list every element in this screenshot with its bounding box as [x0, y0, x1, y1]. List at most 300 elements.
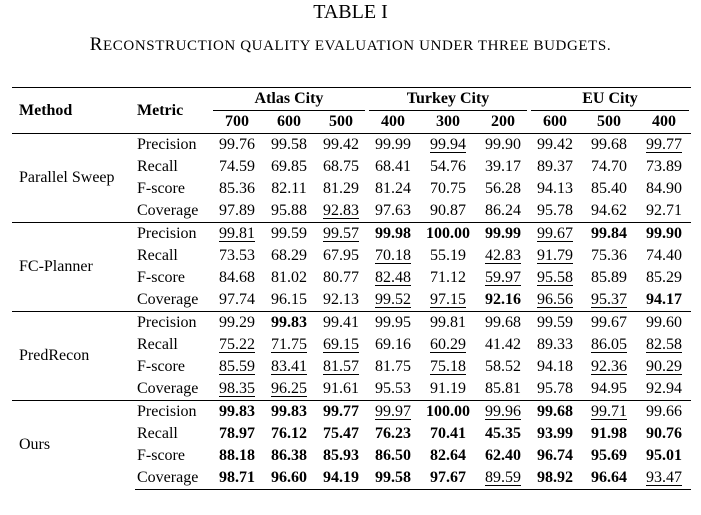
value-cell: [581, 423, 637, 445]
value-text: 99.68: [591, 136, 627, 153]
value-cell: [263, 223, 315, 246]
value-cell: [529, 423, 581, 445]
value-text: 98.71: [219, 469, 255, 486]
value-text: 99.68: [485, 314, 521, 331]
value-text: 70.18: [375, 247, 411, 264]
header-row-groups: [12, 88, 691, 112]
value-text: 91.61: [323, 380, 359, 397]
table-label: TABLE I: [313, 1, 388, 23]
metric-name: Coverage: [137, 291, 199, 308]
value-cell: [477, 467, 529, 490]
table-row: [12, 223, 691, 246]
value-cell: [581, 356, 637, 378]
value-cell: [315, 245, 367, 267]
value-cell: [529, 223, 581, 246]
value-text: 96.74: [537, 447, 573, 464]
value-text: 76.12: [271, 425, 307, 442]
value-text: 74.70: [591, 158, 627, 175]
value-cell: [637, 312, 691, 335]
budget-header: 200: [491, 113, 515, 130]
group-header-turkey: Turkey City: [367, 88, 529, 112]
value-text: 59.97: [485, 269, 521, 286]
value-cell: [477, 334, 529, 356]
value-text: 96.25: [271, 380, 307, 397]
value-cell: [637, 467, 691, 490]
value-cell: [419, 267, 477, 289]
value-text: 95.58: [537, 269, 573, 286]
value-text: 94.19: [323, 469, 359, 486]
value-cell: [263, 401, 315, 424]
value-text: 75.22: [219, 336, 255, 353]
value-text: 70.41: [430, 425, 466, 442]
value-text: 58.52: [485, 358, 521, 375]
value-text: 73.89: [646, 158, 682, 175]
budget-header: 300: [436, 113, 460, 130]
value-text: 99.52: [375, 291, 411, 308]
budget-header: 500: [329, 113, 353, 130]
value-cell: [637, 178, 691, 200]
value-text: 71.75: [271, 336, 307, 353]
value-text: 68.41: [375, 158, 411, 175]
budget-header: 400: [381, 113, 405, 130]
value-cell: [315, 134, 367, 157]
value-cell: [211, 312, 263, 335]
value-cell: [637, 245, 691, 267]
value-text: 99.41: [323, 314, 359, 331]
table-row: [12, 134, 691, 157]
metric-name: F-score: [137, 269, 185, 286]
value-text: 95.37: [591, 291, 627, 308]
value-text: 81.24: [375, 180, 411, 197]
value-text: 81.02: [271, 269, 307, 286]
value-text: 80.77: [323, 269, 359, 286]
value-cell: [419, 334, 477, 356]
metric-column-header: Metric: [135, 88, 211, 134]
value-cell: [211, 267, 263, 289]
method-name: FC-Planner: [12, 223, 135, 312]
value-text: 92.16: [485, 291, 521, 308]
value-text: 60.29: [430, 336, 466, 353]
metric-name: F-score: [137, 447, 185, 464]
value-text: 81.57: [323, 358, 359, 375]
value-text: 62.40: [485, 447, 521, 464]
value-text: 92.71: [646, 202, 682, 219]
metric-name: Recall: [137, 425, 178, 442]
value-cell: [263, 423, 315, 445]
value-cell: [477, 445, 529, 467]
value-cell: [637, 334, 691, 356]
value-cell: [263, 378, 315, 401]
value-cell: [637, 378, 691, 401]
value-cell: [637, 134, 691, 157]
value-cell: [477, 200, 529, 223]
value-cell: [315, 445, 367, 467]
value-text: 89.59: [485, 469, 521, 486]
value-cell: [367, 178, 419, 200]
value-cell: [211, 445, 263, 467]
value-cell: [263, 245, 315, 267]
value-text: 96.56: [537, 291, 573, 308]
value-cell: [367, 223, 419, 246]
value-text: 74.59: [219, 158, 255, 175]
value-text: 91.98: [591, 425, 627, 442]
budget-header: 600: [277, 113, 301, 130]
value-cell: [315, 423, 367, 445]
value-cell: [367, 467, 419, 490]
value-text: 85.36: [219, 180, 255, 197]
value-text: 99.60: [646, 314, 682, 331]
value-cell: [477, 134, 529, 157]
value-text: 93.47: [646, 469, 682, 486]
value-text: 97.89: [219, 202, 255, 219]
caption-initial: R: [89, 34, 104, 55]
value-text: 99.58: [375, 469, 411, 486]
value-text: 75.47: [323, 425, 359, 442]
value-text: 96.64: [591, 469, 627, 486]
value-text: 92.36: [591, 358, 627, 375]
metric-name: Precision: [135, 401, 211, 424]
value-cell: [263, 312, 315, 335]
value-text: 85.93: [323, 447, 359, 464]
value-cell: [367, 134, 419, 157]
value-text: 68.29: [271, 247, 307, 264]
metric-name: Coverage: [137, 202, 199, 219]
value-cell: [315, 156, 367, 178]
value-cell: [581, 445, 637, 467]
value-cell: [315, 223, 367, 246]
value-text: 99.77: [323, 403, 359, 420]
value-cell: [477, 401, 529, 424]
value-text: 92.83: [323, 202, 359, 219]
value-text: 99.99: [485, 225, 521, 242]
value-text: 85.81: [485, 380, 521, 397]
value-cell: [211, 423, 263, 445]
value-text: 71.12: [430, 269, 466, 286]
value-text: 69.16: [375, 336, 411, 353]
table-row: [12, 401, 691, 424]
metric-name: Precision: [135, 134, 211, 157]
value-text: 95.78: [537, 380, 573, 397]
value-text: 86.24: [485, 202, 521, 219]
value-cell: [419, 378, 477, 401]
value-cell: [419, 245, 477, 267]
value-cell: [315, 356, 367, 378]
value-cell: [637, 356, 691, 378]
value-text: 99.81: [219, 225, 255, 242]
value-cell: [367, 245, 419, 267]
value-text: 95.69: [591, 447, 627, 464]
value-cell: [367, 401, 419, 424]
value-text: 95.01: [646, 447, 682, 464]
budget-header: 500: [597, 113, 621, 130]
value-cell: [419, 200, 477, 223]
value-text: 84.68: [219, 269, 255, 286]
value-text: 99.59: [537, 314, 573, 331]
value-text: 86.05: [591, 336, 627, 353]
value-text: 94.17: [646, 291, 682, 308]
value-text: 74.40: [646, 247, 682, 264]
value-cell: [529, 156, 581, 178]
value-cell: [581, 312, 637, 335]
metric-name: Precision: [135, 223, 211, 246]
value-cell: [263, 267, 315, 289]
value-cell: [315, 289, 367, 312]
value-text: 70.75: [430, 180, 466, 197]
value-cell: [529, 334, 581, 356]
value-text: 85.40: [591, 180, 627, 197]
value-cell: [637, 223, 691, 246]
metric-name: Coverage: [135, 467, 211, 490]
value-text: 91.79: [537, 247, 573, 264]
value-text: 86.38: [271, 447, 307, 464]
method-name: Parallel Sweep: [12, 134, 135, 223]
value-text: 99.98: [375, 225, 411, 242]
table-row: [12, 312, 691, 335]
value-text: 81.29: [323, 180, 359, 197]
value-text: 100.00: [426, 225, 470, 242]
value-cell: [315, 267, 367, 289]
value-cell: [419, 289, 477, 312]
value-cell: [315, 312, 367, 335]
value-cell: [637, 200, 691, 223]
value-cell: [367, 334, 419, 356]
value-text: 89.33: [537, 336, 573, 353]
value-cell: [419, 134, 477, 157]
value-cell: [637, 401, 691, 424]
value-text: 67.95: [323, 247, 359, 264]
value-cell: [529, 178, 581, 200]
value-cell: [367, 312, 419, 335]
value-cell: [367, 156, 419, 178]
value-cell: [367, 378, 419, 401]
value-text: 99.29: [219, 314, 255, 331]
value-cell: [315, 467, 367, 490]
method-column-header: Method: [12, 88, 135, 134]
value-cell: [367, 200, 419, 223]
value-cell: [477, 223, 529, 246]
value-cell: [581, 401, 637, 424]
value-text: 97.15: [430, 291, 466, 308]
value-cell: [477, 312, 529, 335]
value-cell: [581, 289, 637, 312]
metric-name: Recall: [137, 336, 178, 353]
value-cell: [263, 356, 315, 378]
value-text: 97.67: [430, 469, 466, 486]
value-text: 42.83: [485, 247, 521, 264]
value-text: 75.36: [591, 247, 627, 264]
value-text: 92.13: [323, 291, 359, 308]
value-cell: [581, 334, 637, 356]
value-text: 95.88: [271, 202, 307, 219]
value-cell: [581, 245, 637, 267]
value-text: 99.94: [430, 136, 466, 153]
value-text: 89.37: [537, 158, 573, 175]
value-text: 96.15: [271, 291, 307, 308]
value-cell: [581, 467, 637, 490]
value-text: 99.81: [430, 314, 466, 331]
value-text: 83.41: [271, 358, 307, 375]
metric-name: F-score: [137, 358, 185, 375]
value-text: 99.96: [485, 403, 521, 420]
value-cell: [529, 134, 581, 157]
value-cell: [211, 245, 263, 267]
value-text: 99.67: [537, 225, 573, 242]
value-cell: [529, 467, 581, 490]
value-text: 98.35: [219, 380, 255, 397]
value-text: 82.58: [646, 336, 682, 353]
value-cell: [263, 200, 315, 223]
value-text: 99.83: [219, 403, 255, 420]
value-text: 85.59: [219, 358, 255, 375]
value-cell: [637, 156, 691, 178]
value-text: 85.89: [591, 269, 627, 286]
value-cell: [211, 289, 263, 312]
value-text: 76.23: [375, 425, 411, 442]
budget-header: 600: [543, 113, 567, 130]
value-text: 99.95: [375, 314, 411, 331]
value-cell: [211, 334, 263, 356]
value-cell: [315, 200, 367, 223]
value-text: 85.29: [646, 269, 682, 286]
value-text: 99.58: [271, 136, 307, 153]
metric-name: Precision: [135, 312, 211, 335]
value-text: 92.94: [646, 380, 682, 397]
value-text: 99.59: [271, 225, 307, 242]
value-cell: [529, 289, 581, 312]
value-cell: [477, 423, 529, 445]
value-cell: [637, 423, 691, 445]
value-text: 96.60: [271, 469, 307, 486]
value-cell: [419, 445, 477, 467]
value-cell: [211, 401, 263, 424]
value-text: 98.92: [537, 469, 573, 486]
value-cell: [477, 289, 529, 312]
value-cell: [211, 356, 263, 378]
table-caption: [0, 33, 701, 58]
value-text: 90.76: [646, 425, 682, 442]
results-table: [12, 87, 691, 490]
method-name: PredRecon: [12, 312, 135, 401]
value-cell: [419, 356, 477, 378]
value-text: 99.57: [323, 225, 359, 242]
value-text: 54.76: [430, 158, 466, 175]
value-text: 56.28: [485, 180, 521, 197]
value-text: 95.53: [375, 380, 411, 397]
value-text: 88.18: [219, 447, 255, 464]
value-text: 75.18: [430, 358, 466, 375]
value-cell: [581, 378, 637, 401]
value-text: 99.99: [375, 136, 411, 153]
value-cell: [477, 156, 529, 178]
value-cell: [263, 156, 315, 178]
value-cell: [367, 356, 419, 378]
value-text: 82.11: [271, 180, 307, 197]
table-body: [12, 134, 691, 490]
value-text: 97.74: [219, 291, 255, 308]
value-cell: [637, 445, 691, 467]
value-cell: [315, 401, 367, 424]
value-cell: [367, 423, 419, 445]
value-cell: [529, 267, 581, 289]
value-cell: [529, 378, 581, 401]
value-cell: [263, 445, 315, 467]
value-cell: [581, 156, 637, 178]
value-cell: [529, 401, 581, 424]
metric-name: Coverage: [137, 380, 199, 397]
value-cell: [581, 134, 637, 157]
value-text: 99.77: [646, 136, 682, 153]
value-text: 99.68: [537, 403, 573, 420]
value-cell: [211, 200, 263, 223]
value-text: 90.29: [646, 358, 682, 375]
value-text: 99.66: [646, 403, 682, 420]
value-text: 82.48: [375, 269, 411, 286]
value-cell: [581, 267, 637, 289]
caption-rest: ECONSTRUCTION QUALITY EVALUATION UNDER THREE BUDGETS.: [103, 38, 612, 54]
value-text: 55.19: [430, 247, 466, 264]
value-text: 99.83: [271, 403, 307, 420]
value-cell: [419, 401, 477, 424]
value-text: 99.90: [485, 136, 521, 153]
value-text: 78.97: [219, 425, 255, 442]
value-text: 93.99: [537, 425, 573, 442]
value-cell: [263, 334, 315, 356]
value-cell: [419, 312, 477, 335]
value-cell: [263, 467, 315, 490]
metric-name: Recall: [137, 247, 178, 264]
value-text: 86.50: [375, 447, 411, 464]
value-cell: [581, 223, 637, 246]
method-name: Ours: [12, 401, 135, 490]
value-cell: [477, 178, 529, 200]
value-text: 99.76: [219, 136, 255, 153]
value-cell: [315, 334, 367, 356]
value-text: 94.62: [591, 202, 627, 219]
value-cell: [419, 467, 477, 490]
value-cell: [581, 178, 637, 200]
budget-header: 700: [225, 113, 249, 130]
value-cell: [529, 245, 581, 267]
value-cell: [211, 223, 263, 246]
value-cell: [477, 356, 529, 378]
value-text: 69.15: [323, 336, 359, 353]
value-text: 84.90: [646, 180, 682, 197]
value-cell: [211, 134, 263, 157]
value-text: 91.19: [430, 380, 466, 397]
value-text: 45.35: [485, 425, 521, 442]
value-cell: [529, 312, 581, 335]
value-cell: [419, 423, 477, 445]
value-cell: [529, 200, 581, 223]
value-cell: [419, 223, 477, 246]
value-text: 99.42: [537, 136, 573, 153]
value-cell: [211, 467, 263, 490]
value-cell: [529, 445, 581, 467]
value-text: 99.84: [591, 225, 627, 242]
metric-name: F-score: [137, 180, 185, 197]
value-cell: [211, 156, 263, 178]
value-cell: [419, 178, 477, 200]
value-text: 99.90: [646, 225, 682, 242]
value-cell: [637, 267, 691, 289]
value-cell: [315, 378, 367, 401]
value-text: 95.78: [537, 202, 573, 219]
value-cell: [477, 378, 529, 401]
group-header-atlas: Atlas City: [211, 88, 367, 112]
value-cell: [211, 378, 263, 401]
value-text: 90.87: [430, 202, 466, 219]
value-text: 94.95: [591, 380, 627, 397]
